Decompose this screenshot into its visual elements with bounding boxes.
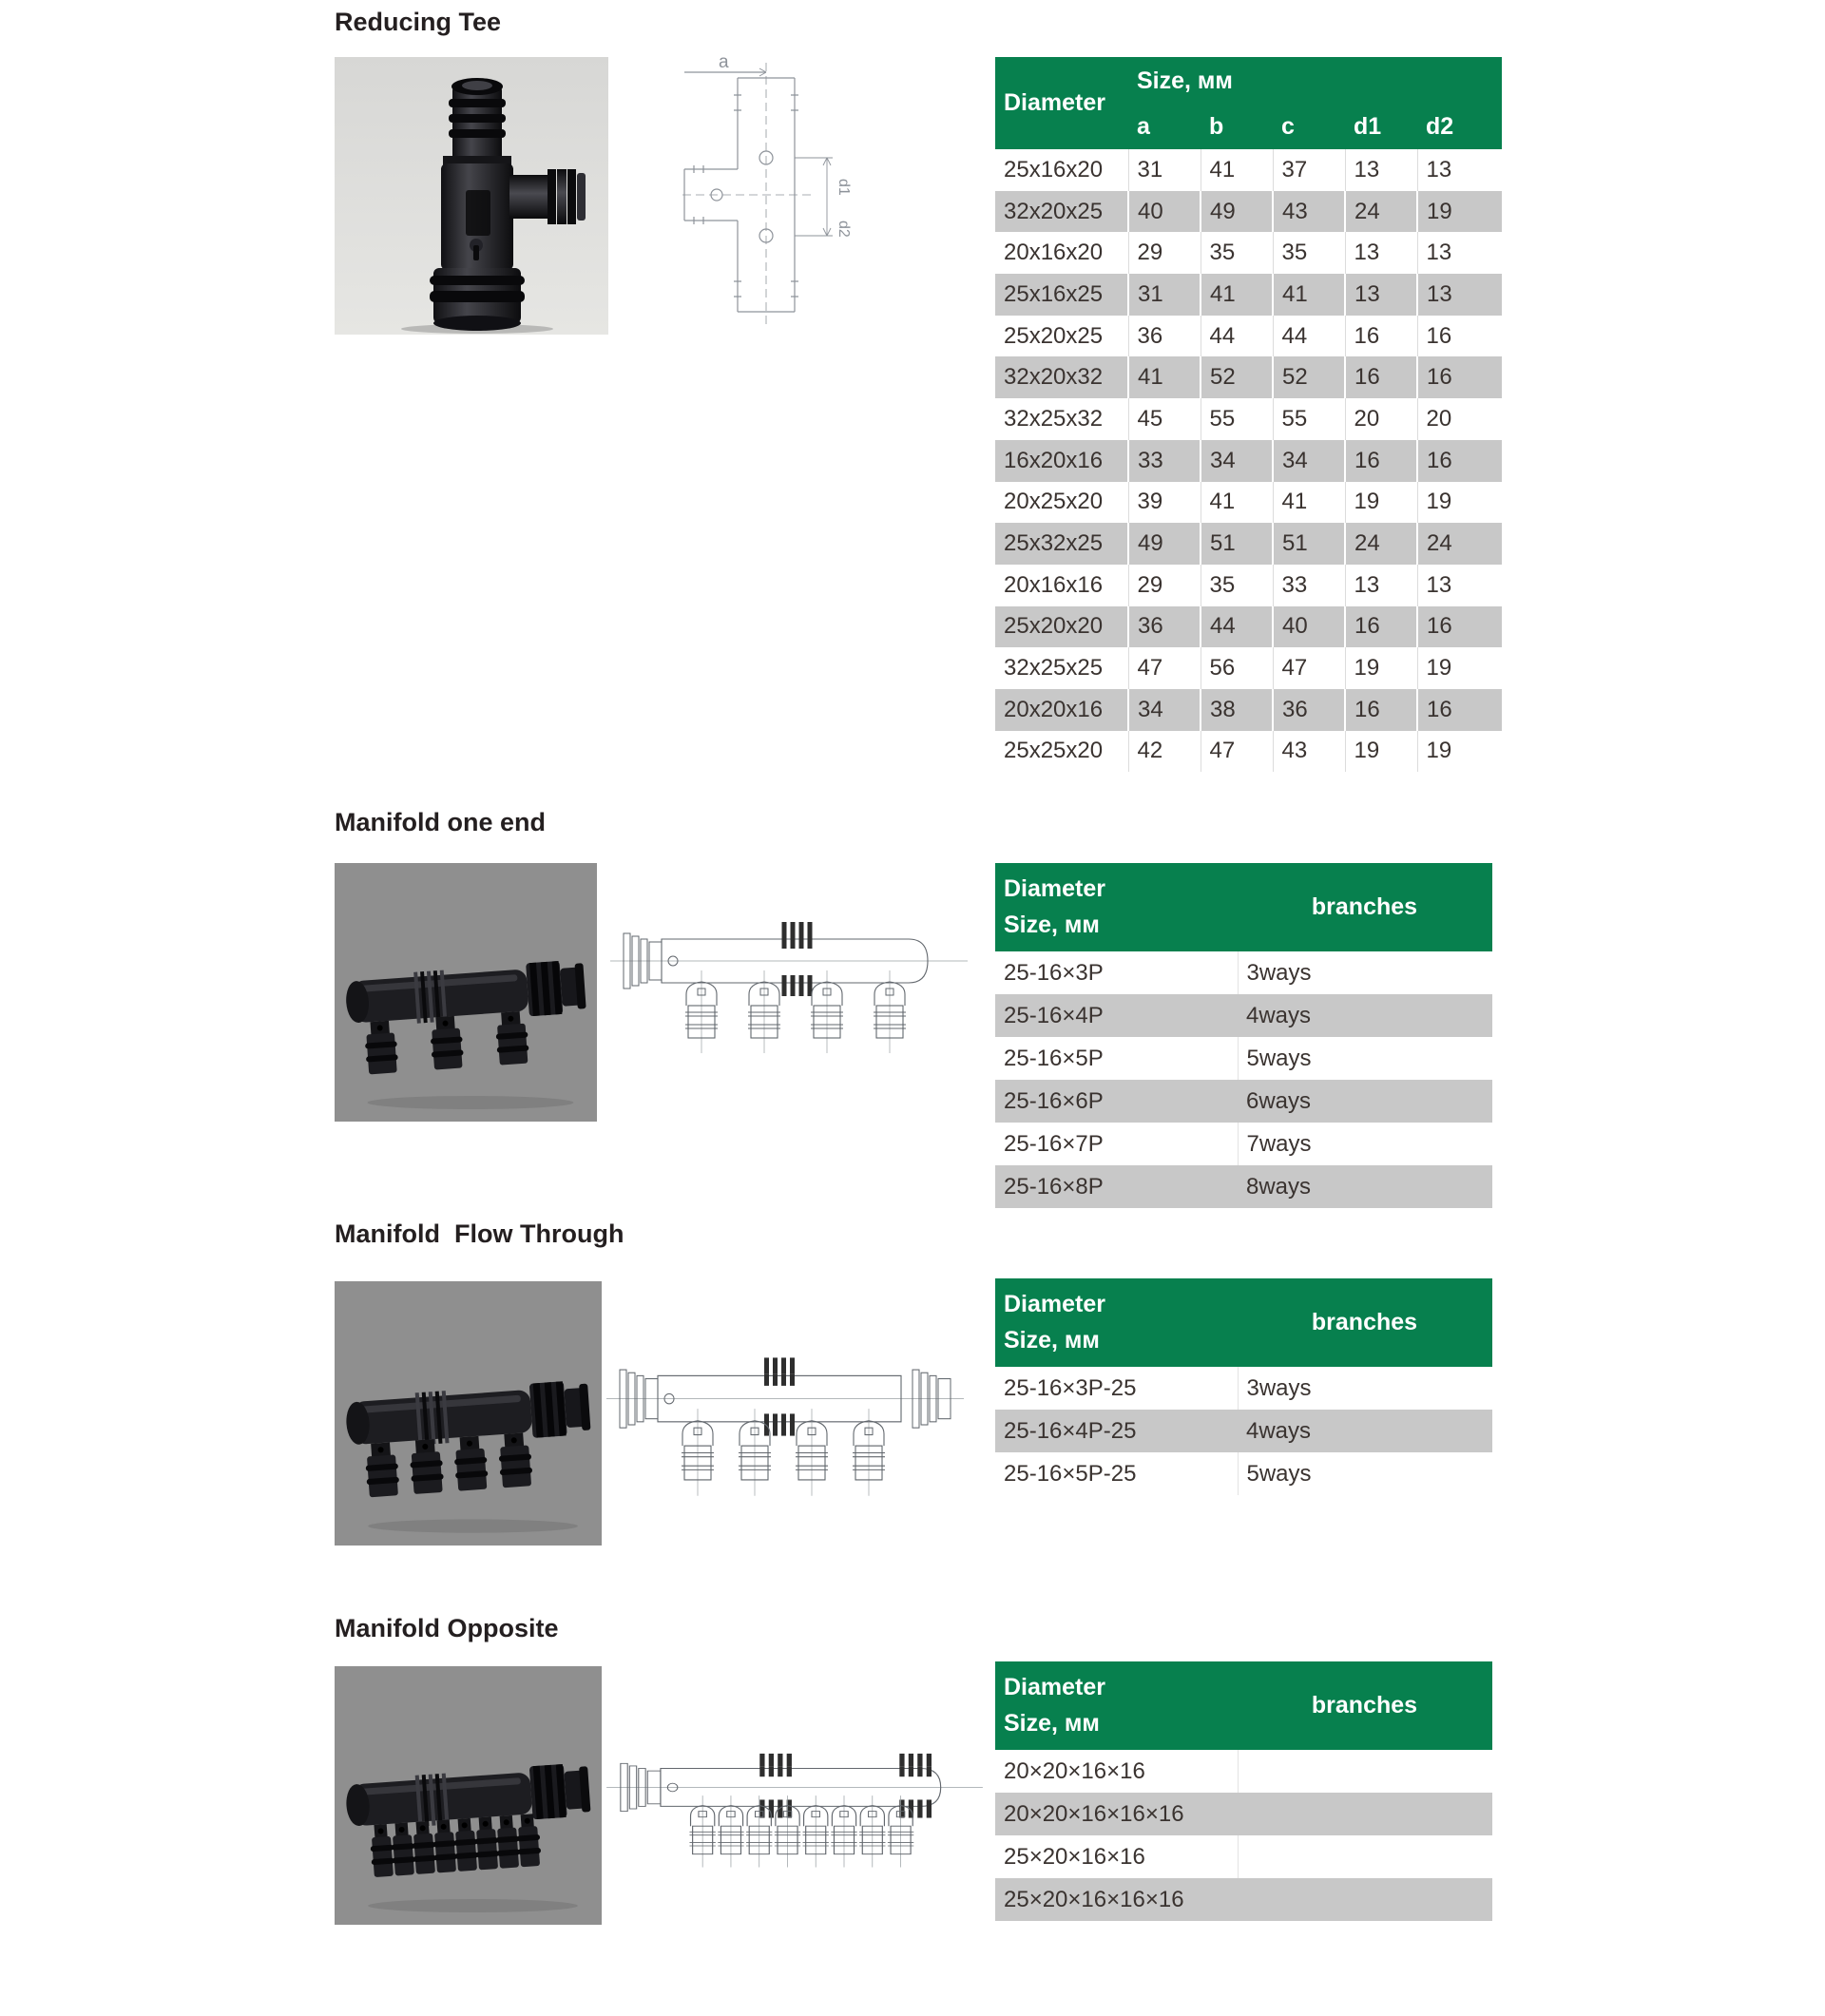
manifold-drawing-graphic [605,1747,985,1871]
table-cell: 34 [1273,440,1345,482]
manifold-photo-graphic [335,1666,602,1925]
table-cell: 19 [1417,191,1502,233]
drawing-dim-a-label: a [719,57,729,72]
table-cell: 4ways [1246,1002,1312,1028]
table-cell: 19 [1345,731,1417,773]
table-cell: 41 [1201,482,1273,524]
table-cell: 56 [1201,647,1273,689]
table-cell: 25x16x25 [1004,280,1104,307]
table-cell: 19 [1345,647,1417,689]
table-cell: 19 [1417,482,1502,524]
table-cell: 51 [1273,523,1345,565]
table-cell: 25×20×16×16 [1004,1843,1145,1870]
table-cell: 43 [1273,191,1345,233]
table-cell: 3ways [1238,951,1492,994]
table-row [995,356,1502,398]
reducing-tee-drawing [682,57,863,333]
table-row [995,606,1502,648]
table-cell: 13 [1417,149,1502,191]
table-row [995,1410,1492,1452]
manifold-photo-graphic [335,863,597,1122]
table-row [995,1080,1492,1123]
table-cell: 25x16x20 [1004,156,1104,182]
header-line-size: Size, мм [1004,1327,1100,1354]
table-row [995,482,1502,524]
table-cell: 13 [1345,232,1417,274]
manifold-photo-graphic [335,1281,602,1546]
table-row [995,316,1502,357]
table-cell: 13 [1345,565,1417,606]
manifold-one-end-table [995,863,1492,1208]
table-cell: 25-16×7P [1004,1130,1104,1157]
table-body [995,1367,1492,1495]
table-cell: 51 [1201,523,1273,565]
table-cell: 25x25x20 [1004,738,1104,764]
column-header-c: c [1273,105,1345,149]
manifold-one-end-drawing [608,914,970,1057]
column-header-a: a [1128,105,1201,149]
table-row [995,689,1502,731]
table-header [995,57,1502,149]
table-cell: 24 [1345,191,1417,233]
table-cell: 16 [1345,316,1417,357]
manifold-flow-through-photo [335,1281,602,1546]
table-cell: 42 [1128,731,1201,773]
table-cell: 36 [1273,689,1345,731]
table-cell: 41 [1273,482,1345,524]
table-row [995,1750,1492,1793]
table-cell: 20x25x20 [1004,489,1104,515]
column-header-size-group: Size, мм [1128,57,1502,105]
table-cell: 24 [1417,523,1502,565]
table-cell: 20x16x20 [1004,240,1104,266]
section-title-manifold-opposite: Manifold Opposite [335,1614,559,1642]
table-cell: 25x32x25 [1004,530,1104,557]
table-row [995,1452,1492,1495]
table-row [995,565,1502,606]
table-cell: 13 [1345,149,1417,191]
table-cell: 35 [1201,232,1273,274]
table-row [995,647,1502,689]
table-cell: 31 [1128,149,1201,191]
table-header [995,1661,1492,1750]
reducing-tee-photo-graphic [335,57,608,335]
table-cell: 25-16×4P-25 [1004,1417,1137,1444]
table-cell: 55 [1273,398,1345,440]
header-line-size: Size, мм [1004,912,1100,938]
table-cell: 32x20x25 [1004,198,1104,224]
table-cell: 32x25x32 [1004,405,1104,432]
table-cell: 55 [1201,398,1273,440]
table-cell: 16 [1417,316,1502,357]
table-row [995,523,1502,565]
reducing-tee-photo [335,57,608,335]
column-header-d1: d1 [1345,105,1417,149]
table-row [995,1793,1492,1835]
table-cell: 52 [1201,356,1273,398]
table-header [995,863,1492,951]
table-cell: 52 [1273,356,1345,398]
table-cell: 24 [1345,523,1417,565]
table-cell: 45 [1128,398,1201,440]
table-cell: 47 [1128,647,1201,689]
table-cell: 13 [1417,232,1502,274]
table-cell: 3ways [1238,1367,1492,1410]
table-cell: 49 [1128,523,1201,565]
table-cell: 38 [1201,689,1273,731]
table-cell: 20 [1417,398,1502,440]
header-line-diameter: Diameter [1004,1674,1105,1700]
table-body [995,951,1492,1208]
table-cell: 49 [1201,191,1273,233]
drawing-dim-d2-label: d2 [836,221,852,238]
table-row [995,398,1502,440]
table-cell: 13 [1417,274,1502,316]
table-cell: 16 [1417,606,1502,648]
column-header-d2: d2 [1417,105,1502,149]
table-cell: 35 [1273,232,1345,274]
table-cell: 25x20x25 [1004,322,1104,349]
column-header-diameter: Diameter [995,57,1128,149]
table-cell: 41 [1201,274,1273,316]
table-cell: 25-16×5P [1004,1045,1104,1071]
table-cell: 16 [1417,689,1502,731]
table-row [995,191,1502,233]
table-cell: 35 [1201,565,1273,606]
manifold-flow-through-drawing [605,1350,966,1500]
manifold-drawing-graphic [608,914,970,1057]
table-cell: 44 [1273,316,1345,357]
table-cell: 47 [1273,647,1345,689]
table-cell: 44 [1201,606,1273,648]
table-cell: 4ways [1246,1417,1312,1444]
table-cell: 41 [1128,356,1201,398]
table-cell: 47 [1201,731,1273,773]
column-header-diameter-size [995,863,1238,951]
manifold-drawing-graphic [605,1350,966,1500]
table-body [995,149,1502,772]
section-title-reducing-tee: Reducing Tee [335,8,502,36]
table-cell: 19 [1417,731,1502,773]
section-title-manifold-flow-through: Manifold Flow Through [335,1219,624,1248]
table-cell: 25-16×3P-25 [1004,1374,1137,1401]
table-cell: 34 [1201,440,1273,482]
table-cell: 25-16×6P [1004,1087,1104,1114]
table-cell: 43 [1273,731,1345,773]
table-body [995,1750,1492,1921]
table-cell: 25-16×3P [1004,959,1104,986]
manifold-opposite-drawing [605,1747,985,1871]
reducing-tee-drawing-graphic [682,57,863,333]
table-row [995,1037,1492,1080]
table-cell: 20x16x16 [1004,571,1104,598]
table-header [995,1278,1492,1367]
column-header-branches: branches [1238,1661,1492,1750]
table-cell: 19 [1417,647,1502,689]
table-cell: 8ways [1246,1173,1312,1200]
table-row [995,232,1502,274]
manifold-opposite-photo [335,1666,602,1925]
table-cell: 25x20x20 [1004,613,1104,640]
table-cell: 25-16×4P [1004,1002,1104,1028]
table-cell [1238,1835,1492,1878]
table-cell: 16 [1345,440,1417,482]
section-title-manifold-one-end: Manifold one end [335,808,546,836]
table-row [995,731,1502,773]
manifold-flow-through-table [995,1278,1492,1495]
table-cell: 25-16×5P-25 [1004,1460,1137,1487]
table-row [995,149,1502,191]
table-row [995,1835,1492,1878]
manifold-opposite-table [995,1661,1492,1921]
table-cell: 20×20×16×16×16 [1004,1800,1184,1827]
table-cell: 16 [1345,356,1417,398]
table-cell: 41 [1273,274,1345,316]
table-cell: 36 [1128,606,1201,648]
table-cell: 33 [1273,565,1345,606]
table-cell: 40 [1273,606,1345,648]
table-cell [1238,1878,1492,1921]
table-cell: 19 [1345,482,1417,524]
table-row [995,1123,1492,1165]
table-cell: 37 [1273,149,1345,191]
table-row [995,994,1492,1037]
manifold-one-end-photo [335,863,597,1122]
table-row [995,1878,1492,1921]
table-cell: 32x25x25 [1004,655,1104,682]
table-cell: 13 [1417,565,1502,606]
table-row [995,951,1492,994]
column-header-b: b [1201,105,1273,149]
table-cell: 36 [1128,316,1201,357]
table-cell: 16 [1417,356,1502,398]
table-cell: 25-16×8P [1004,1173,1104,1200]
table-cell: 7ways [1238,1123,1492,1165]
column-header-diameter-size [995,1661,1238,1750]
table-cell: 31 [1128,274,1201,316]
table-row [995,1165,1492,1208]
table-cell: 5ways [1238,1037,1492,1080]
table-cell: 40 [1128,191,1201,233]
table-row [995,274,1502,316]
table-row [995,1367,1492,1410]
header-line-diameter: Diameter [1004,1291,1105,1317]
table-cell: 41 [1201,149,1273,191]
table-row [995,440,1502,482]
table-cell: 6ways [1246,1087,1312,1114]
column-header-branches: branches [1238,863,1492,951]
table-cell [1238,1793,1492,1835]
header-line-diameter: Diameter [1004,875,1105,902]
table-cell: 16x20x16 [1004,447,1104,473]
table-cell: 33 [1128,440,1201,482]
column-header-branches: branches [1238,1278,1492,1367]
table-cell: 25×20×16×16×16 [1004,1886,1184,1912]
table-cell: 5ways [1238,1452,1492,1495]
table-cell: 20×20×16×16 [1004,1757,1145,1784]
table-cell: 39 [1128,482,1201,524]
table-cell: 34 [1128,689,1201,731]
table-cell: 32x20x32 [1004,364,1104,391]
table-cell: 16 [1417,440,1502,482]
header-line-size: Size, мм [1004,1710,1100,1737]
table-cell: 16 [1345,689,1417,731]
table-cell: 16 [1345,606,1417,648]
table-cell: 44 [1201,316,1273,357]
table-cell [1238,1750,1492,1793]
reducing-tee-table [995,57,1502,772]
table-cell: 13 [1345,274,1417,316]
table-cell: 20 [1345,398,1417,440]
table-cell: 29 [1128,232,1201,274]
table-cell: 20x20x16 [1004,696,1104,722]
column-header-diameter-size [995,1278,1238,1367]
drawing-dim-d1-label: d1 [836,179,852,196]
table-cell: 29 [1128,565,1201,606]
